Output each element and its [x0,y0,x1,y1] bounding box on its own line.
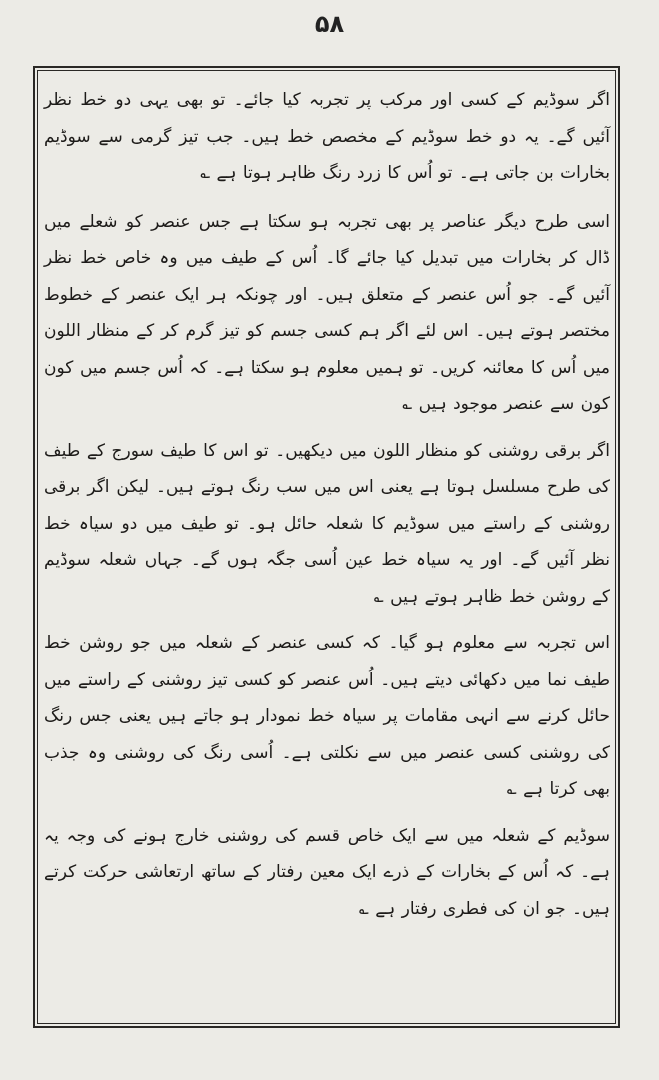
paragraph-3: اگر برقی روشنی کو منظار اللون میں دیکھیں۔ تو اس کا طیف سورج کے طیف کی طرح مسلسل ہوتا ہے یعنی اس میں سب رنگ ہوتے ہیں۔ لیکن اگر برقی روشنی کے راستے میں سوڈیم کا شعلہ حائل ہو۔ تو طیف میں دو سیاہ خط نظر آئیں گے۔ اور یہ سیاہ خط عین اُسی جگہ ہوں گے۔ جہاں شعلہ سوڈیم کے روشن خط ظاہر ہوتے ہیں ؎ [44,440,610,607]
paragraph-4: اس تجربہ سے معلوم ہو گیا۔ کہ کسی عنصر کے شعلہ میں جو روشن خط طیف نما میں دکھائی دیتے ہیں۔ اُس عنصر کو کسی تیز روشنی کے راستے میں حائل کرنے سے انہی مقامات پر سیاہ خط نمودار ہو جاتے ہیں یعنی جس رنگ کی روشنی کسی عنصر میں سے نکلتی ہے۔ اُسی رنگ کی روشنی وہ جذب بھی کرتا ہے ؎ [44,633,610,799]
page-text [44,82,610,937]
paragraph-5: سوڈیم کے شعلہ میں سے ایک خاص قسم کی روشنی خارج ہونے کی وجہ یہ ہے۔ کہ اُس کے بخارات کے ذرے ایک معین رفتار کے ساتھ ارتعاشی حرکت کرتے ہیں۔ جو ان کی فطری رفتار ہے ؎ [44,825,610,919]
page-number: ۵۸ [314,10,345,38]
paragraph-1: اگر سوڈیم کے کسی اور مرکب پر تجربہ کیا جائے۔ تو بھی یہی دو خط نظر آئیں گے۔ یہ دو خط سوڈیم کے مخصص خط ہیں۔ جب تیز گرمی سے سوڈیم بخارات بن جاتی ہے۔ تو اُس کا زرد رنگ ظاہر ہوتا ہے ؎ [44,90,610,183]
paragraph-2: اسی طرح دیگر عناصر پر بھی تجربہ ہو سکتا ہے جس عنصر کو شعلے میں ڈال کر بخارات میں تبدیل کیا جائے گا۔ اُس کے طیف میں وہ خاص خط نظر آئیں گے۔ جو اُس عنصر کے متعلق ہیں۔ اور چونکہ ہر ایک عنصر کے خطوط مختصر ہوتے ہیں۔ اس لئے اگر ہم کسی جسم کو تیز گرم کر کے منظار اللون میں اُس کا معائنہ کریں۔ تو ہمیں معلوم ہو سکتا ہے۔ کہ اُس جسم میں کون کون سے عنصر موجود ہیں ؎ [44,211,610,414]
